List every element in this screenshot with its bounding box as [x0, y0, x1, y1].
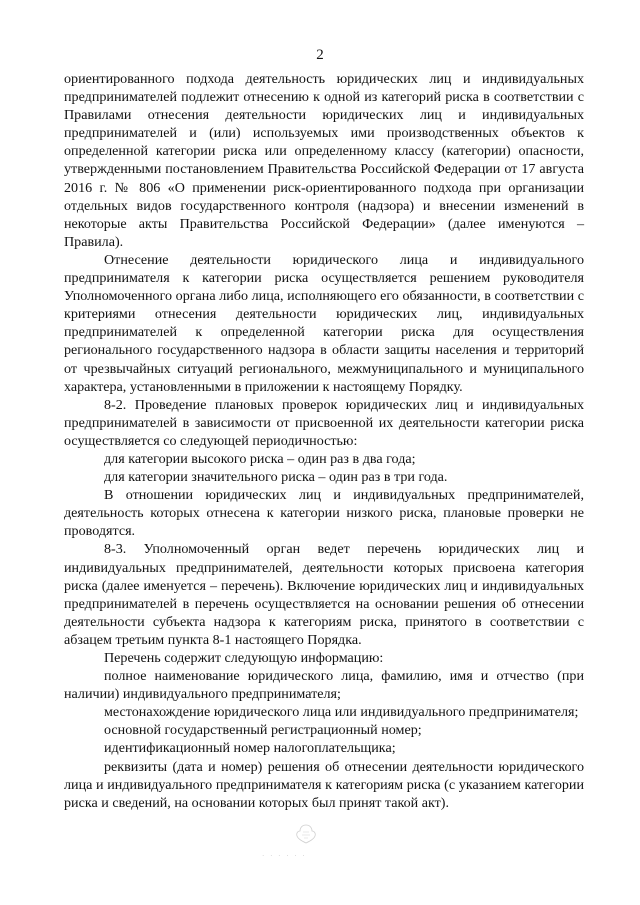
stamp-caption: · · · · · · [262, 852, 307, 860]
list-item-decision-details: реквизиты (дата и номер) решения об отнесении деятельности юридического лица и индивидуального предпринимателя к категориям риска (с указанием категории риска и сведений, на основании которых был принят такой акт). [64, 758, 584, 811]
list-item-high-risk: для категории высокого риска – один раз в два года; [104, 450, 416, 467]
paragraph-list-intro: Перечень содержит следующую информацию: [104, 650, 384, 666]
paragraph-risk-assignment: Отнесение деятельности юридического лица и индивидуального предпринимателя к категории риска осуществляется решением руководителя Уполномоченного органа либо лица, исполняющего его обязанности, в соответствии с критериями отнесения деятельности юридических лиц, индивидуальных предпринимателей к определенной категории риска для осуществления регионального государственного надзора в области защиты населения и территорий от чрезвычайных ситуаций регионального, межмуниципального и муниципального характера, установленными в приложении к настоящему Порядку. [64, 251, 584, 395]
paragraph-8-3: 8-3. Уполномоченный орган ведет перечень юридических лиц и индивидуальных предпринимателей, деятельности которых присвоена категория риска (далее именуется – перечень). Включение юридических лиц и индивидуальных предпринимателей в перечень осуществляется на основании решения об отнесении деятельности субъекта надзора к категориям риска, принятого в соответствии с абзацем третьим пункта 8-1 настоящего Порядка. [64, 541, 584, 648]
page-number: 2 [316, 47, 324, 63]
emblem-stamp-icon [291, 823, 321, 845]
list-item-location: местонахождение юридического лица или индивидуального предпринимателя; [104, 704, 579, 721]
paragraph-low-risk: В отношении юридических лиц и индивидуальных предпринимателей, деятельность которых отнесена к категории низкого риска, плановые проверки не проводятся. [64, 487, 584, 540]
list-item-full-name: полное наименование юридического лица, фамилию, имя и отчество (при наличии) индивидуального предпринимателя; [64, 668, 584, 703]
paragraph-8-2: 8-2. Проведение плановых проверок юридических лиц и индивидуальных предпринимателей в зависимости от присвоенной их деятельности категории риска осуществляется со следующей периодичностью: [64, 396, 584, 449]
list-item-ogrn: основной государственный регистрационный номер; [104, 722, 422, 739]
list-item-inn: идентификационный номер налогоплательщика; [104, 740, 396, 757]
paragraph-continuation: ориентированного подхода деятельность юридических лиц и индивидуальных предпринимателей подлежит отнесению к одной из категорий риска в соответствии с Правилами отнесения деятельности юридических лиц и индивидуальных предпринимателей и (или) используемых ими производственных объектов к определенной категории риска или определенному классу (категории) опасности, утвержденными постановлением Правительства Российской Федерации от 17 августа 2016 г. № 806 «О применении риск-ориентированного подхода при организации отдельных видов государственного контроля (надзора) и внесении изменений в некоторые акты Правительства Российской Федерации» (далее именуются – Правила). [64, 71, 584, 250]
document-body [64, 70, 584, 812]
list-item-significant-risk: для категории значительного риска – один раз в три года. [104, 469, 448, 486]
